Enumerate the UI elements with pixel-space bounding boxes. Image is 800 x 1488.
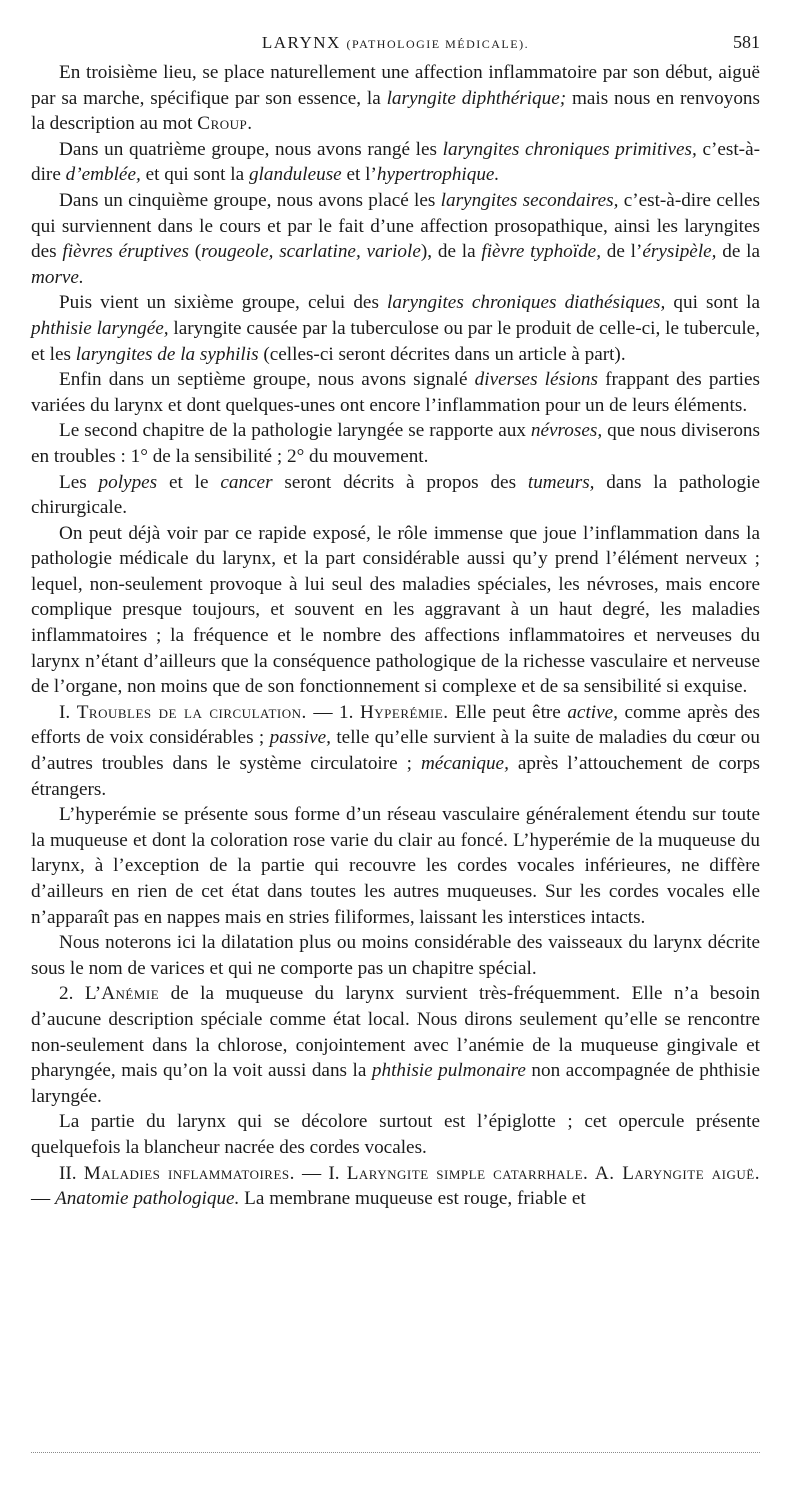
italic-run: laryngites chroniques diathésiques, <box>387 292 666 314</box>
text-run: Elle peut être <box>448 701 568 723</box>
text-run: et qui sont la <box>140 164 249 186</box>
italic-run: névroses, <box>530 420 603 442</box>
small-caps-run: Laryngite simple catarrhale. A. Laryngite aiguë. <box>346 1162 761 1184</box>
small-caps-run: Anémie <box>101 983 160 1005</box>
running-head-subtitle: (PATHOLOGIE MÉDICALE). <box>346 37 530 51</box>
small-caps-run: Croup <box>197 113 248 135</box>
text-run: après l’attouchement de corps étrangers. <box>31 753 760 800</box>
text-run: En troisième lieu, se place naturellement une affection inflammatoire par son début, aiguë par sa marche, spécifique par son essence, la <box>31 62 760 109</box>
italic-run: tumeurs, <box>527 471 595 493</box>
text-run: et le <box>157 471 221 493</box>
text-run: 2. L’ <box>59 983 102 1005</box>
paragraph <box>31 802 760 930</box>
text-run: qui sont la <box>665 292 760 314</box>
text-run: Nous noterons ici la dilatation plus ou moins considérable des vaisseaux du larynx décrite sous le nom de varices et qui ne comporte pas un chapitre spécial. <box>31 932 760 979</box>
text-run: — <box>31 1188 55 1210</box>
text-run: II. <box>59 1162 84 1184</box>
italic-run: active, <box>567 701 618 723</box>
text-run: — I. <box>294 1162 347 1184</box>
text-run: seront décrits à propos des <box>272 471 528 493</box>
italic-run: morve. <box>31 266 84 288</box>
italic-run: fièvres éruptives <box>62 241 189 263</box>
text-run: frappant des parties variées du larynx et dont quelques-unes ont encore l’inflammation pour un de leurs éléments. <box>31 369 760 416</box>
paragraph <box>31 60 760 137</box>
text-run: ), de la <box>420 241 482 263</box>
paragraph <box>31 367 760 418</box>
text-run: de l’ <box>601 241 643 263</box>
paragraph <box>31 521 760 700</box>
paragraph <box>31 188 760 290</box>
text-run: mais nous en renvoyons la description au mot <box>31 87 760 135</box>
italic-run: hypertrophique. <box>376 164 500 186</box>
text-run: Dans un quatrième groupe, nous avons rangé les <box>59 138 443 160</box>
running-head <box>31 30 760 60</box>
italic-run: passive, <box>269 727 331 749</box>
italic-run: mécanique, <box>420 753 509 775</box>
text-run: (celles-ci seront décrites dans un article à part). <box>258 343 626 365</box>
small-caps-run: Troubles de la circulation. <box>76 701 307 723</box>
small-caps-run: Hyperémie. <box>359 701 449 723</box>
paragraph <box>31 981 760 1109</box>
italic-run: laryngites chroniques primitives, <box>442 138 697 160</box>
paragraph <box>31 930 760 981</box>
italic-run: laryngite diphthérique; <box>386 87 567 109</box>
italic-run: érysipèle, <box>642 241 717 263</box>
italic-run: cancer <box>220 471 273 493</box>
footer-dotted-rule <box>31 1452 760 1453</box>
italic-run: diverses lésions <box>474 369 598 391</box>
text-run: L’hyperémie se présente sous forme d’un réseau vasculaire généralement étendu sur toute la muqueuse et dont la coloration rose varie du clair au foncé. L’hyperémie de la muqueuse du larynx, à l’exception de la partie qui recouvre les cordes vocales inférieures, ne diffère d’ailleurs en rien de cet état dans toutes les autres muqueuses. Sur les cordes vocales elle n’apparaît pas en nappes mais en stries filiformes, laissant les interstices intacts. <box>31 804 760 928</box>
text-run: que nous diviserons en troubles : 1° de la sensibilité ; 2° du mouvement. <box>31 420 760 467</box>
text-run: — 1. <box>306 701 360 723</box>
body-text <box>31 60 760 1212</box>
text-run: Dans un cinquième groupe, nous avons placé les <box>59 189 441 211</box>
italic-run: laryngites secondaires, <box>440 189 619 211</box>
text-run: dans la pathologie chirurgicale. <box>31 471 760 519</box>
italic-run: fièvre typhoïde, <box>481 241 601 263</box>
page-number: 581 <box>733 32 760 52</box>
paragraph <box>31 290 760 367</box>
text-run: et l’ <box>341 164 377 186</box>
text-run: non accompagnée de phthisie laryngée. <box>31 1060 760 1107</box>
italic-run: phthisie laryngée, <box>31 317 169 339</box>
text-run: On peut déjà voir par ce rapide exposé, le rôle immense que joue l’inflammation dans la pathologie médicale du larynx, et la part considérable aussi qu’y prend l’élément nerveux ; lequel, non-seulement provoque à lui seul des maladies spéciales, les névroses, mais encore complique presque toujours, et souvent en les aggravant à un haut degré, les maladies inflammatoires ; la fréquence et le nombre des affections inflammatoires et nerveuses du larynx n’étant d’ailleurs que la conséquence pathologique de la richesse vasculaire et nerveuse de l’organe, non moins que de son fonctionnement si complexe et de sa sensibilité si exquise. <box>31 522 760 698</box>
running-head-title: LARYNX <box>261 33 341 52</box>
text-run: ( <box>188 241 202 263</box>
italic-run: d’emblée, <box>65 164 141 186</box>
text-run: de la muqueuse du larynx survient très-fréquemment. Elle n’a besoin d’aucune description spéciale comme état local. Nous dirons seulement qu’elle se rencontre non-seulement dans la chlorose, conjointement avec l’anémie de la muqueuse gingivale et pharyngée, mais qu’on la voit aussi dans la <box>31 983 761 1082</box>
text-run: . <box>247 113 253 135</box>
italic-run: laryngites de la syphilis <box>75 343 259 365</box>
italic-run: polypes <box>98 471 158 493</box>
paragraph <box>31 700 760 802</box>
text-run: Enfin dans un septième groupe, nous avons signalé <box>59 369 475 391</box>
paragraph <box>31 418 760 469</box>
italic-run: rougeole, scarlatine, variole <box>201 241 421 263</box>
text-run: c’est-à-dire <box>31 138 760 186</box>
paragraph <box>31 1161 760 1212</box>
italic-run: Anatomie pathologique. <box>54 1188 240 1210</box>
text-run: Le second chapitre de la pathologie laryngée se rapporte aux <box>59 420 531 442</box>
paragraph <box>31 470 760 521</box>
text-run: La membrane muqueuse est rouge, friable et <box>239 1188 586 1210</box>
italic-run: phthisie pulmonaire <box>371 1060 526 1082</box>
paragraph <box>31 137 760 188</box>
text-run: I. <box>59 701 77 723</box>
text-run: Les <box>59 471 99 493</box>
small-caps-run: Maladies inflammatoires. <box>83 1162 295 1184</box>
text-run: laryngite causée par la tuberculose ou par le produit de celle-ci, le tubercule, et les <box>31 317 760 365</box>
text-run: de la <box>716 241 760 263</box>
text-run: c’est-à-dire celles qui surviennent dans le cours et par le fait d’une affection prosopathique, ainsi les laryngites des <box>31 189 761 263</box>
text-run: telle qu’elle survient à la suite de maladies du cœur ou d’autres troubles dans le système circulatoire ; <box>31 727 760 775</box>
text-run: Puis vient un sixième groupe, celui des <box>59 292 388 314</box>
text-run: La partie du larynx qui se décolore surtout est l’épiglotte ; cet opercule présente quelquefois la blancheur nacrée des cordes vocales. <box>31 1111 760 1158</box>
italic-run: glanduleuse <box>248 164 342 186</box>
paragraph <box>31 1109 760 1160</box>
text-run: comme après des efforts de voix considérables ; <box>31 701 761 749</box>
